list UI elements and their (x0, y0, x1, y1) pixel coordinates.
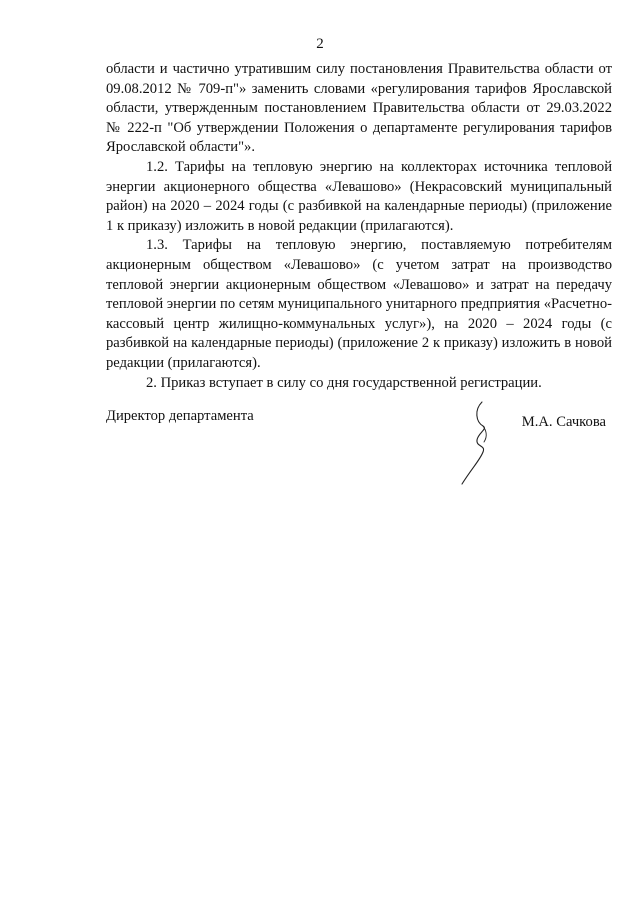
paragraph-1-2: 1.2. Тарифы на тепловую энергию на коллекторах источника тепловой энергии акционерного общества «Левашово» (Некрасовский муниципальный район) на 2020 – 2024 годы (с разбивкой на календарные периоды) (приложение 1 к приказу) изложить в новой редакции (прилагаются). (106, 158, 612, 234)
signatory-name: М.А. Сачкова (521, 414, 606, 430)
page-number: 2 (316, 36, 324, 52)
handwritten-signature (452, 400, 502, 486)
signatory-title: Директор департамента (106, 408, 254, 424)
document-body (106, 60, 612, 393)
signature-block (106, 400, 612, 490)
paragraph-2: 2. Приказ вступает в силу со дня государственной регистрации. (146, 374, 542, 391)
paragraph-continuation: области и частично утратившим силу постановления Правительства области от 09.08.2012 № 709-п"» заменить словами «регулирования тарифов Ярославской области, утвержденным постановлением Правительства области от 29.03.2022 № 222-п "Об утверждении Положения о департаменте регулирования тарифов Ярославской области"». (106, 61, 612, 156)
paragraph-1-3: 1.3. Тарифы на тепловую энергию, поставляемую потребителям акционерным обществом «Левашово» (с учетом затрат на производство тепловой энергии акционерным обществом «Левашово» и затрат на передачу тепловой энергии по сетям муниципального унитарного предприятия «Расчетно-кассовый центр жилищно-коммунальных услуг»), на 2020 – 2024 годы (с разбивкой на календарные периоды) (приложение 2 к приказу) изложить в новой редакции (прилагаются). (106, 237, 612, 371)
